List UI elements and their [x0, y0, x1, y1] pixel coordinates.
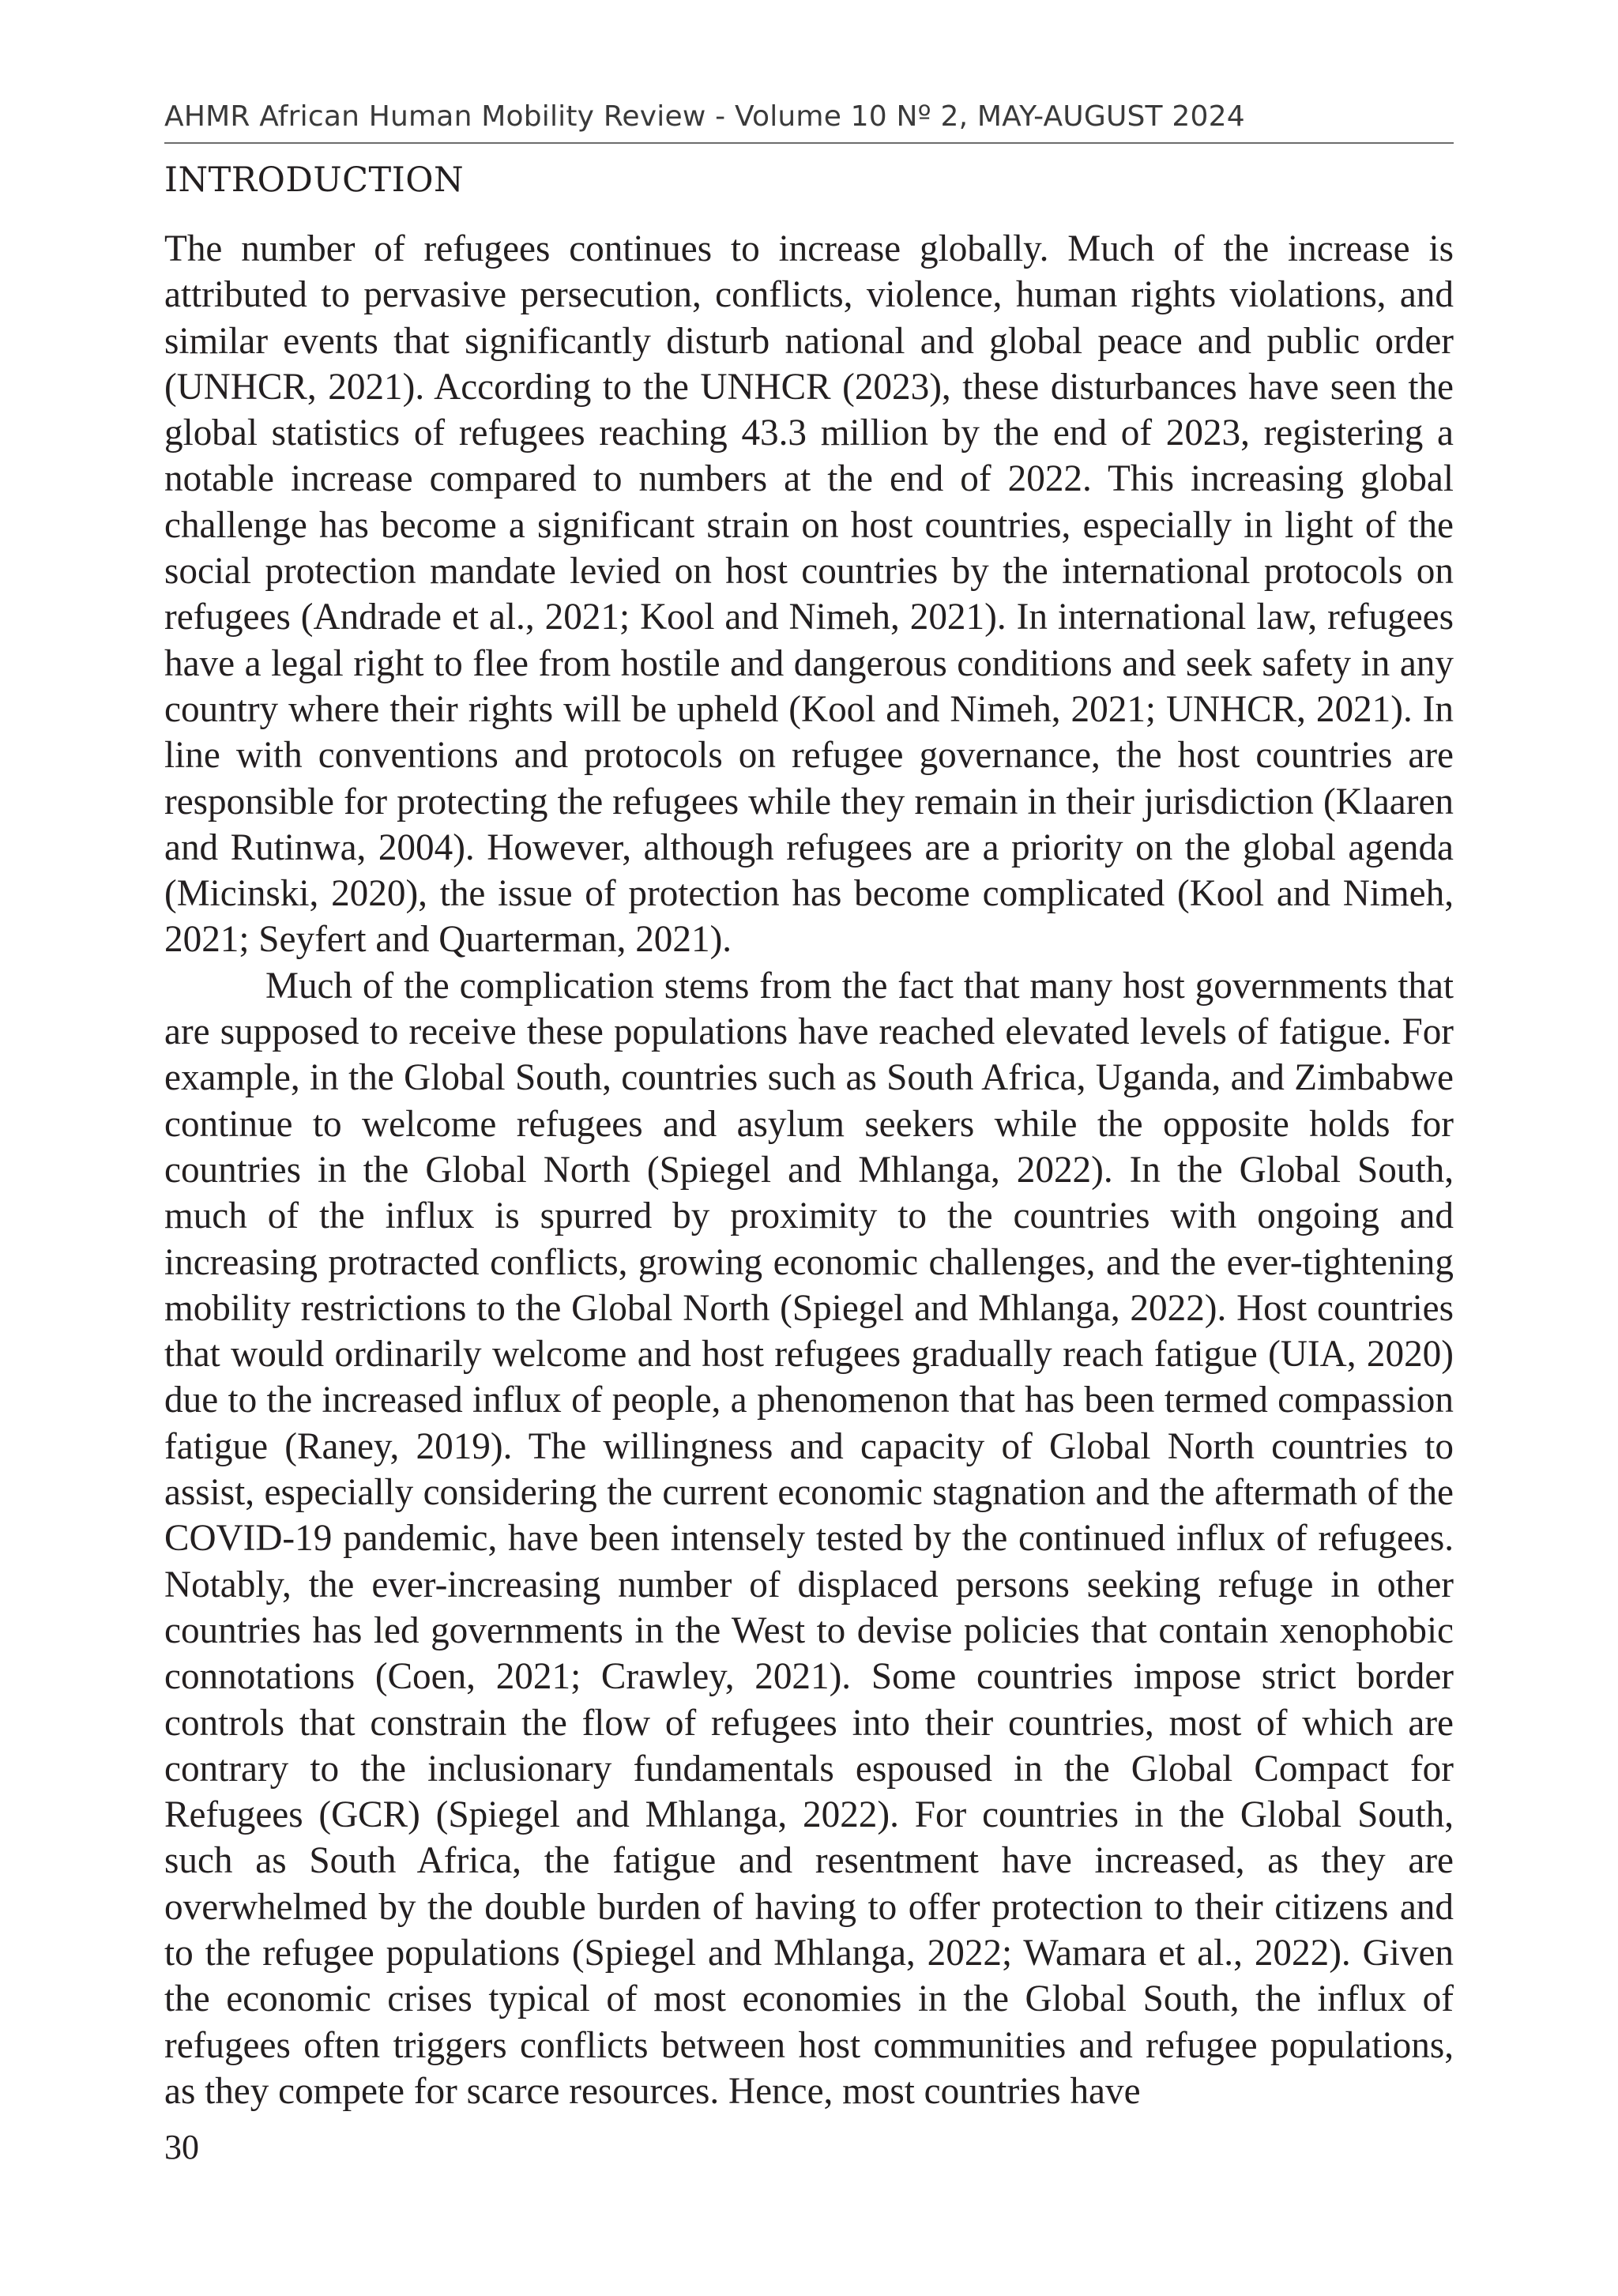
header-divider — [164, 142, 1454, 144]
running-header: AHMR African Human Mobility Review - Volume 10 Nº 2, MAY-AUGUST 2024 — [164, 100, 1245, 133]
page-number: 30 — [164, 2128, 199, 2166]
section-heading: INTRODUCTION — [164, 160, 465, 200]
paragraph-2: Much of the complication stems from the fact that many host governments that are supposed to receive these populations have reached elevated levels of fatigue. For example, in the Global South, countries such as South Africa, Uganda, and Zimbabwe continue to welcome refugees and asylum seekers while the opposite holds for countries in the Global North (Spiegel and Mhlanga, 2022). In the Global South, much of the influx is spurred by proximity to the countries with ongoing and increasing protracted conflicts, growing economic challenges, and the ever-tightening mobility restrictions to the Global North (Spiegel and Mhlanga, 2022). Host countries that would ordinarily welcome and host refugees gradually reach fatigue (UIA, 2020) due to the increased influx of people, a phenomenon that has been termed compassion fatigue (Raney, 2019). The willingness and capacity of Global North countries to assist, especially considering the current economic stagnation and the aftermath of the COVID-19 pandemic, have been intensely tested by the continued influx of refugees. Notably, the ever-increasing number of displaced persons seeking refuge in other countries has led governments in the West to devise policies that contain xenophobic connotations (Coen, 2021; Crawley, 2021). Some countries impose strict border controls that constrain the flow of refugees into their countries, most of which are contrary to the inclusionary fundamentals espoused in the Global Compact for Refugees (GCR) (Spiegel and Mhlanga, 2022). For countries in the Global South, such as South Africa, the fatigue and resentment have increased, as they are overwhelmed by the double burden of having to offer protection to their citizens and to the refugee populations (Spiegel and Mhlanga, 2022; Wamara et al., 2022). Given the economic crises typical of most economies in the Global South, the influx of refugees often triggers conflicts between host communities and refugee populations, as they compete for scarce resources. Hence, most countries have — [164, 965, 1454, 2112]
paragraph-1: The number of refugees continues to increase globally. Much of the increase is attributed to pervasive persecution, conflicts, violence, human rights violations, and similar events that significantly disturb national and global peace and public order (UNHCR, 2021). According to the UNHCR (2023), these disturbances have seen the global statistics of refugees reaching 43.3 million by the end of 2023, registering a notable increase compared to numbers at the end of 2022. This increasing global challenge has become a significant strain on host countries, especially in light of the social protection mandate levied on host countries by the international protocols on refugees (Andrade et al., 2021; Kool and Nimeh, 2021). In international law, refugees have a legal right to flee from hostile and dangerous conditions and seek safety in any country where their rights will be upheld (Kool and Nimeh, 2021; UNHCR, 2021). In line with conventions and protocols on refugee governance, the host countries are responsible for protecting the refugees while they remain in their jurisdiction (Klaaren and Rutinwa, 2004). However, although refugees are a priority on the global agenda (Micinski, 2020), the issue of protection has become complicated (Kool and Nimeh, 2021; Seyfert and Quarterman, 2021). — [164, 228, 1454, 961]
body-text — [164, 226, 1454, 2114]
